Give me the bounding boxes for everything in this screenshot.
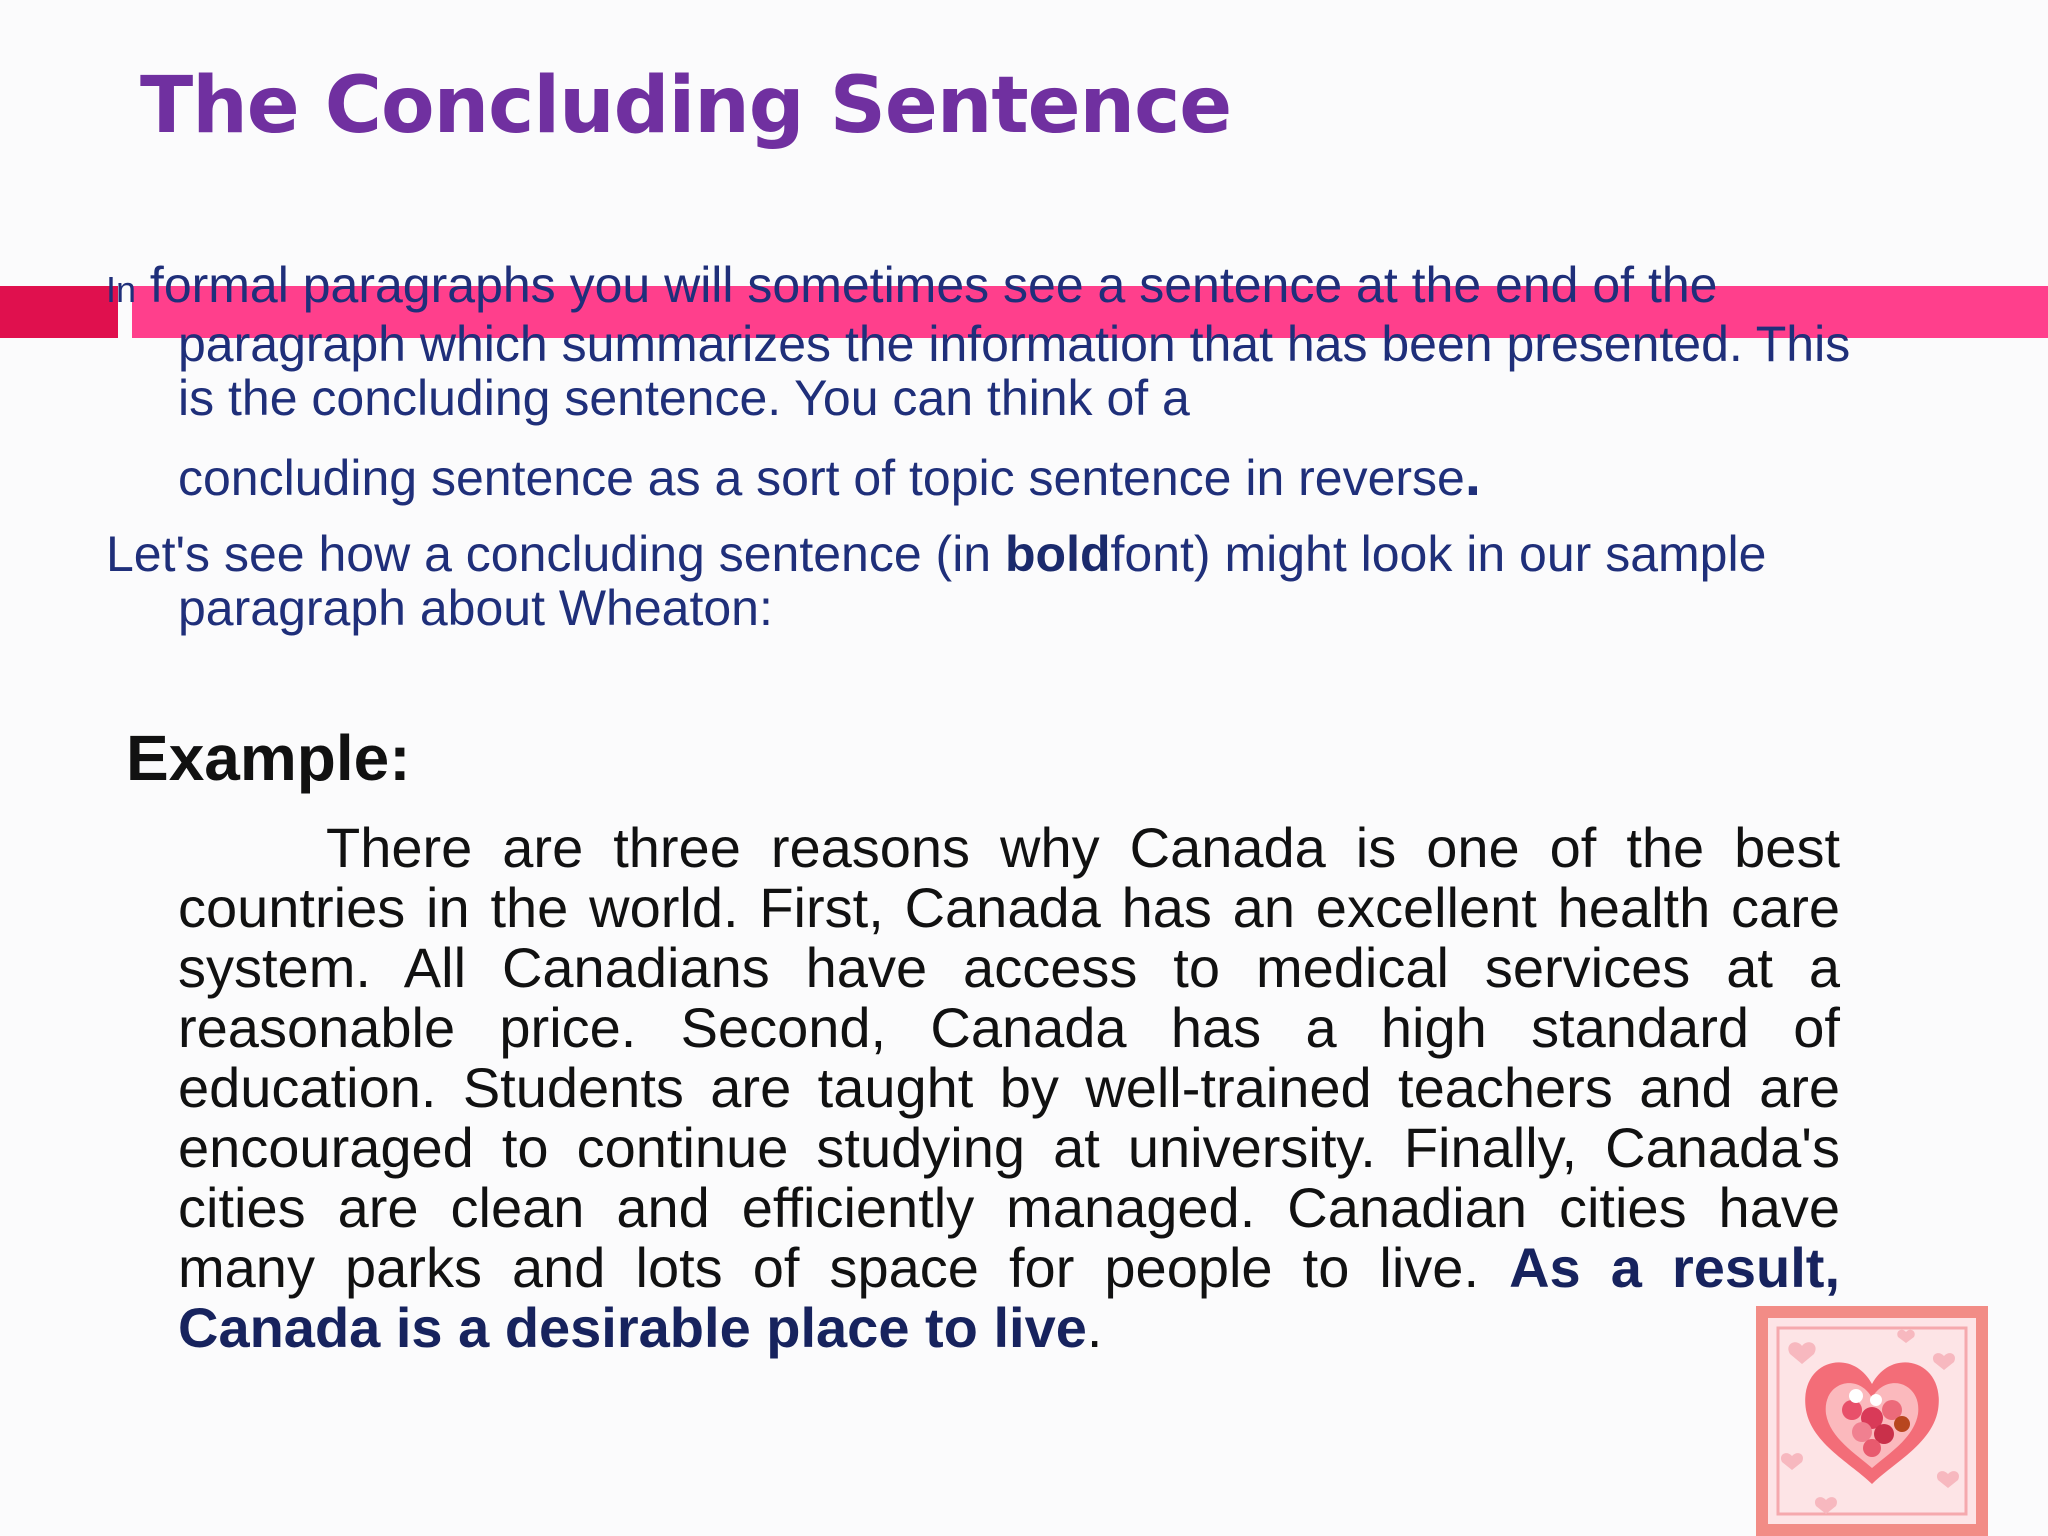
heart-card-icon (1756, 1306, 1988, 1536)
intro-paragraph-1-last-line (178, 443, 1481, 508)
concluding-sentence: As a result, Canada is a desirable place to live (178, 1236, 1840, 1359)
intro-paragraph-1-period: . (1464, 443, 1481, 508)
intro-paragraph-2-start: Let's see how a concluding sentence (in (106, 526, 1005, 582)
example-heading: Example: (126, 722, 411, 794)
intro-paragraph-1 (106, 257, 1866, 508)
accent-bar-left (0, 286, 118, 338)
intro-lead-word: In (106, 269, 137, 310)
slide-title: The Concluding Sentence (140, 61, 1232, 151)
intro-bold-word: bold (1005, 526, 1111, 582)
example-body-text: There are three reasons why Canada is one of the best countries in the world. First, Canada has an excellent health care system. All Canadians have access to medical services at a reasonable price. Second, Canada has a high standard of education. Students are taught by well-trained teachers and are encouraged to continue studying at university. Finally, Canada's cities are clean and efficiently managed. Canadian cities have many parks and lots of space for people to live. (178, 816, 1840, 1299)
intro-paragraph-1-text: formal paragraphs you will sometimes see a sentence at the end of the paragraph which summarizes the information that has been presented. This is the concluding sentence. You can think of a (136, 257, 1851, 426)
intro-paragraph-1-last-text: concluding sentence as a sort of topic sentence in reverse (178, 450, 1465, 506)
intro-paragraph-2-end: font) might look in our sample paragraph about Wheaton: (178, 526, 1767, 636)
intro-text (106, 258, 1866, 635)
example-paragraph (178, 818, 1840, 1358)
example-end-period: . (1086, 1296, 1103, 1359)
intro-paragraph-2 (106, 527, 1866, 635)
